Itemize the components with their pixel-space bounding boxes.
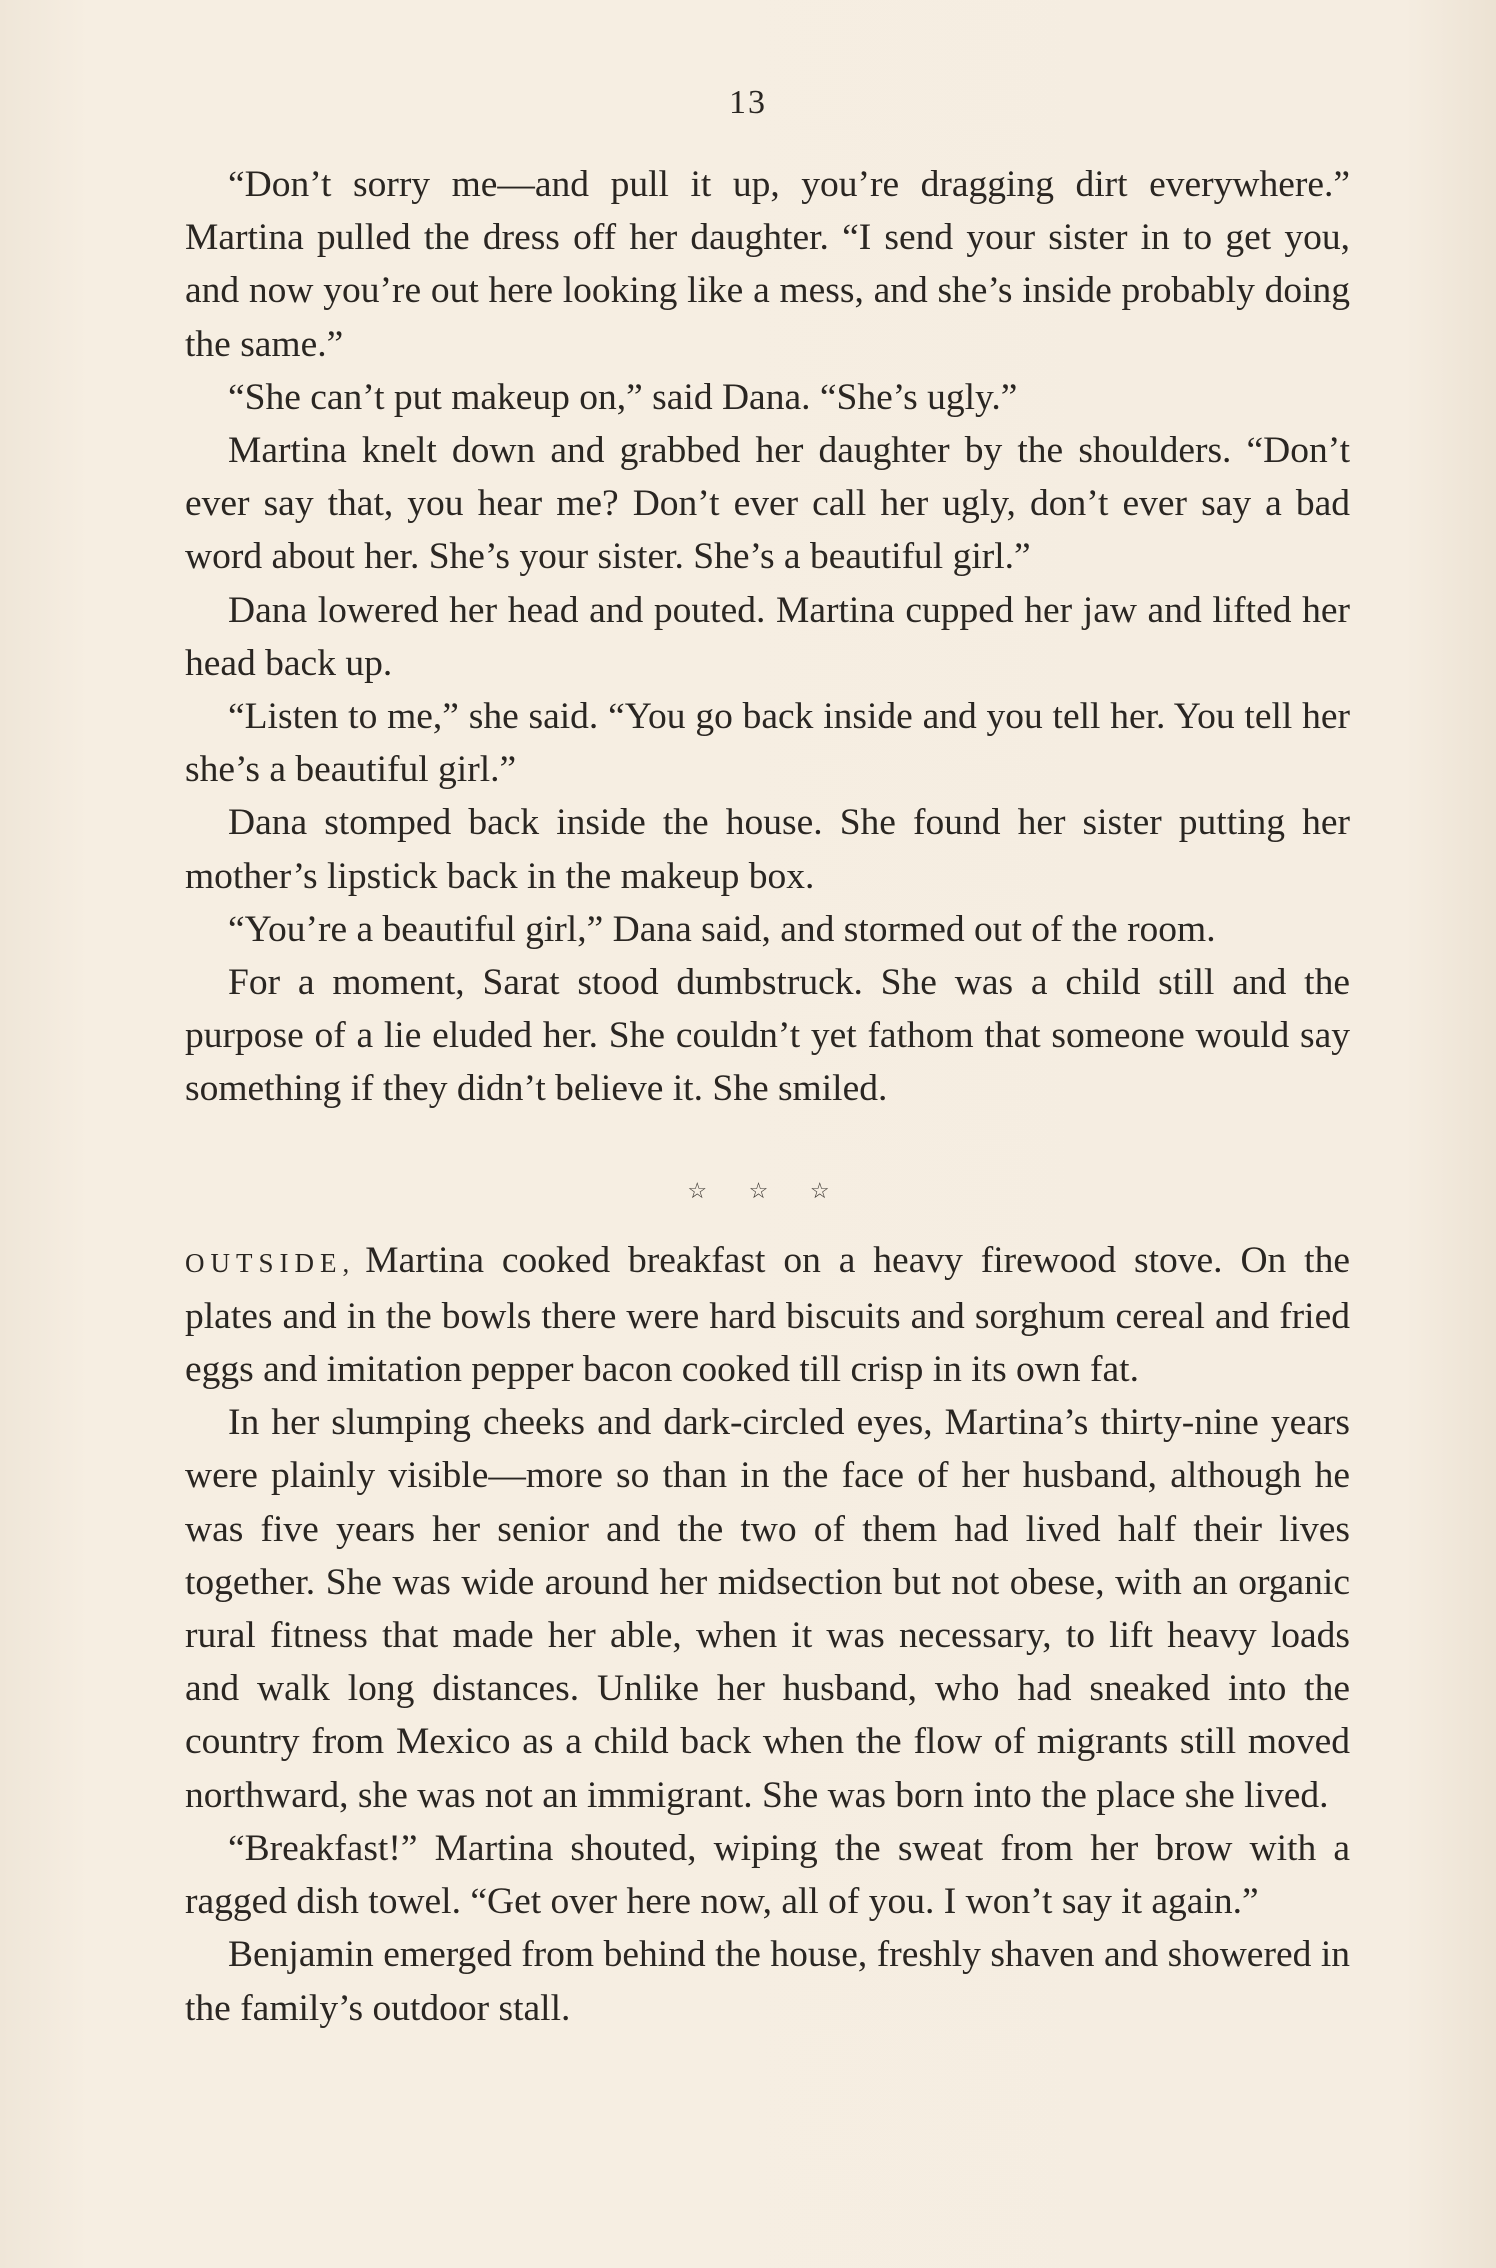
section-break-ornament: ☆ ☆ ☆ <box>687 1177 848 1203</box>
page-number: 13 <box>729 84 767 121</box>
paragraph: “Don’t sorry me—and pull it up, you’re dragging dirt everywhere.” Martina pulled the dress off her daughter. “I send your sister in to get you, and now you’re out here looking like a mess, and she’s inside probably doing the same.” <box>185 164 1350 365</box>
paragraph: “Listen to me,” she said. “You go back inside and you tell her. You tell her she’s a beautiful girl.” <box>185 696 1350 791</box>
paragraph: For a moment, Sarat stood dumbstruck. She was a child still and the purpose of a lie eluded her. She couldn’t yet fathom that someone would say something if they didn’t believe it. She smiled. <box>185 962 1350 1110</box>
section-opening-text: Martina cooked breakfast on a heavy firewood stove. On the plates and in the bowls there were hard biscuits and sorghum cereal and fried eggs and imitation pepper bacon cooked till crisp in its own fat. <box>185 1239 1350 1391</box>
paragraph: “You’re a beautiful girl,” Dana said, and stormed out of the room. <box>228 908 1216 950</box>
paragraph: Martina knelt down and grabbed her daughter by the shoulders. “Don’t ever say that, you hear me? Don’t ever call her ugly, don’t ever say a bad word about her. She’s your sister. She’s a beautiful girl.” <box>185 430 1350 578</box>
paragraph: In her slumping cheeks and dark-circled eyes, Martina’s thirty-nine years were plainly visible—more so than in the face of her husband, although he was five years her senior and the two of them had lived half their lives together. She was wide around her midsection but not obese, with an organic rural fitness that made her able, when it was necessary, to lift heavy loads and walk long distances. Unlike her husband, who had sneaked into the country from Mexico as a child back when the flow of migrants still moved northward, she was not an immigrant. She was born into the place she lived. <box>185 1402 1350 1816</box>
body-text <box>185 158 1350 2035</box>
section-lead-word: OUTSIDE, <box>185 1247 356 1278</box>
paragraph: Dana stomped back inside the house. She found her sister putting her mother’s lipstick back in the makeup box. <box>185 802 1350 897</box>
paragraph: “She can’t put makeup on,” said Dana. “She’s ugly.” <box>228 376 1018 418</box>
section-opening-paragraph <box>185 1234 1350 1397</box>
paragraph: Dana lowered her head and pouted. Martina cupped her jaw and lifted her head back up. <box>185 589 1350 684</box>
paragraph: Benjamin emerged from behind the house, freshly shaven and showered in the family’s outdoor stall. <box>185 1934 1350 2029</box>
paragraph: “Breakfast!” Martina shouted, wiping the sweat from her brow with a ragged dish towel. “Get over here now, all of you. I won’t say it again.” <box>185 1827 1350 1923</box>
